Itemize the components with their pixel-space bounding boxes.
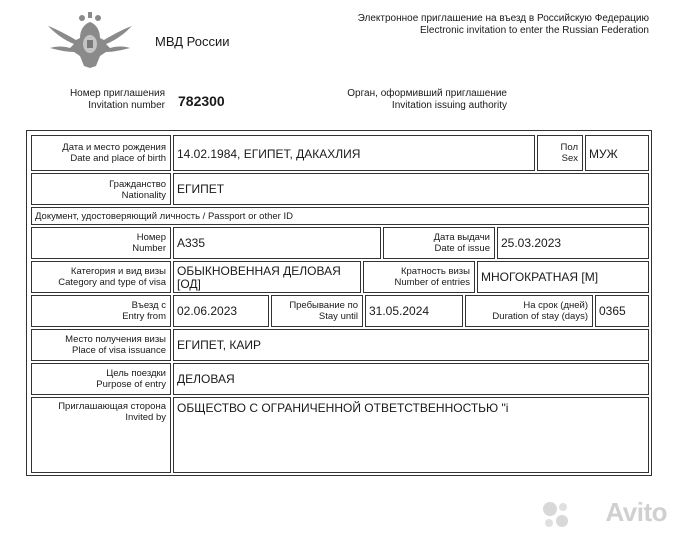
label-ru: Дата выдачи (433, 232, 490, 243)
visa-category-value (173, 261, 361, 293)
label-en: Date and place of birth (70, 153, 166, 164)
label-en: Place of visa issuance (72, 345, 166, 356)
passport-number-label (31, 227, 171, 259)
document-title (358, 13, 649, 37)
label-ru: Гражданство (109, 179, 166, 190)
label-en: Number (132, 243, 166, 254)
entry-date-value: 02.06.2023 (173, 295, 269, 327)
double-headed-eagle-icon (46, 12, 134, 70)
label-ru: Въезд с (131, 300, 166, 311)
visa-place-label (31, 329, 171, 361)
label-en: Invitation issuing authority (391, 100, 507, 111)
title-en: Electronic invitation to enter the Russian Federation (419, 25, 649, 36)
duration-value: 0365 (595, 295, 649, 327)
label-ru: Приглашающая сторона (58, 401, 166, 412)
label-en: Nationality (121, 190, 166, 201)
visa-category-label (31, 261, 171, 293)
inviter-label (31, 397, 171, 473)
label-en: Number of entries (394, 277, 470, 288)
label-ru: Пол (560, 142, 578, 153)
ministry-name: МВД России (155, 34, 230, 49)
label-en: Category and type of visa (58, 277, 166, 288)
issuing-authority-label (320, 88, 507, 112)
label-ru: Номер (136, 232, 166, 243)
inviter-value: ОБЩЕСТВО С ОГРАНИЧЕННОЙ ОТВЕТСТВЕННОСТЬЮ "i (173, 397, 649, 473)
label-en: Invitation number (88, 100, 165, 111)
entries-value: МНОГОКРАТНАЯ [М] (477, 261, 649, 293)
label-ru: Цель поездки (106, 368, 166, 379)
label-en: Sex (561, 153, 578, 164)
label-ru: Категория и вид визы (70, 266, 166, 277)
entries-label (363, 261, 475, 293)
avito-logo-icon (541, 500, 571, 530)
citizenship-label (31, 173, 171, 205)
invitation-number: 782300 (178, 93, 225, 109)
duration-label (465, 295, 593, 327)
document-section-header: Документ, удостоверяющий личность / Passport or other ID (31, 207, 649, 225)
invitation-number-label (40, 88, 165, 112)
invitation-form (26, 130, 652, 476)
sex-label (537, 135, 583, 171)
purpose-label (31, 363, 171, 395)
title-ru: Электронное приглашение на въезд в Российскую Федерацию (357, 13, 649, 24)
visa-category-line-2: [ОД] (177, 277, 201, 291)
label-ru: Номер приглашения (69, 88, 165, 99)
label-ru: Место получения визы (65, 334, 166, 345)
label-ru: Дата и место рождения (62, 142, 166, 153)
citizenship-value: ЕГИПЕТ (173, 173, 649, 205)
label-en: Invited by (125, 412, 166, 423)
label-ru: Пребывание по (289, 300, 358, 311)
label-en: Duration of stay (days) (492, 311, 588, 322)
issue-date-value: 25.03.2023 (497, 227, 649, 259)
stay-until-value: 31.05.2024 (365, 295, 463, 327)
visa-place-value: ЕГИПЕТ, КАИР (173, 329, 649, 361)
entry-date-label (31, 295, 171, 327)
watermark-text: Avito (605, 497, 667, 527)
label-en: Entry from (122, 311, 166, 322)
label-en: Stay until (318, 311, 358, 322)
birth-value: 14.02.1984, ЕГИПЕТ, ДАКАХЛИЯ (173, 135, 535, 171)
sex-value: МУЖ (585, 135, 649, 171)
stay-until-label (271, 295, 363, 327)
passport-number-value: A335 (173, 227, 381, 259)
purpose-value: ДЕЛОВАЯ (173, 363, 649, 395)
visa-category-line-1: ОБЫКНОВЕННАЯ ДЕЛОВАЯ (177, 264, 341, 278)
birth-label (31, 135, 171, 171)
label-ru: Кратность визы (400, 266, 470, 277)
label-ru: Орган, оформивший приглашение (347, 88, 507, 99)
issue-date-label (383, 227, 495, 259)
label-ru: На срок (дней) (523, 300, 588, 311)
label-en: Purpose of entry (96, 379, 166, 390)
label-en: Date of issue (434, 243, 490, 254)
